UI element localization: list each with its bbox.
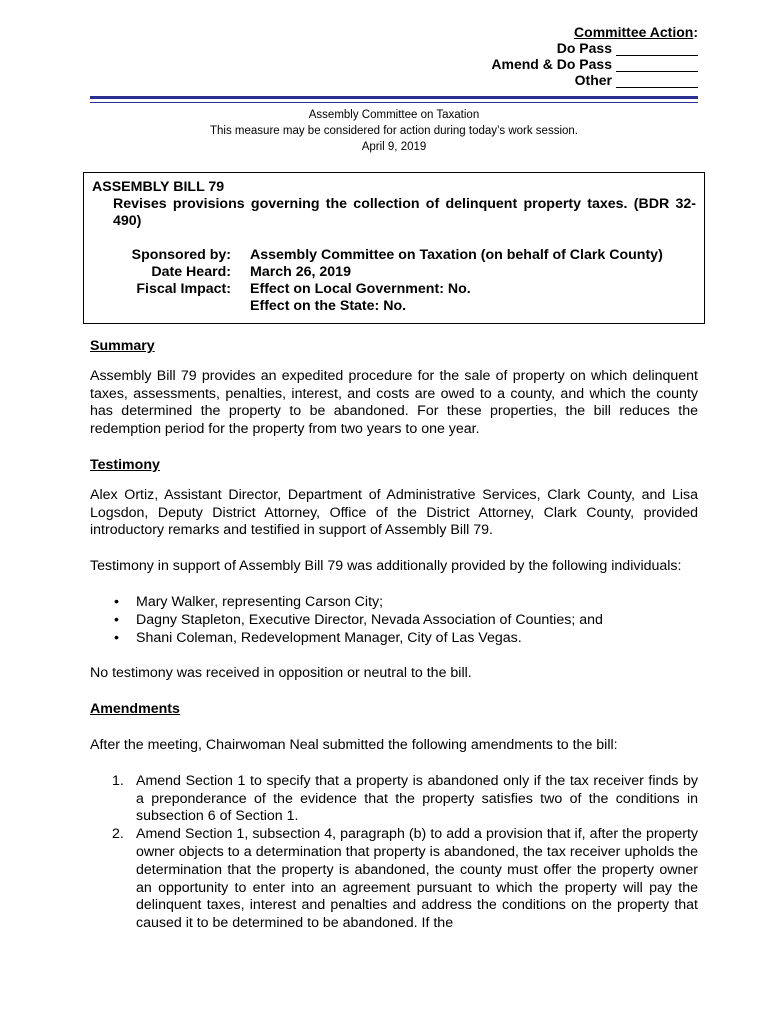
committee-name: Assembly Committee on Taxation [308, 109, 480, 121]
list-item: • Dagny Stapleton, Executive Director, Nevada Association of Counties; and [90, 612, 698, 630]
amendments-heading: Amendments [90, 701, 180, 718]
opposition-text: No testimony was received in opposition or neutral to the bill. [90, 665, 472, 682]
testimony-support-intro: Testimony in support of Assembly Bill 79 was additionally provided by the following individuals: [90, 558, 682, 575]
amendment-number: 1. [112, 772, 124, 789]
summary-text: Assembly Bill 79 provides an expedited procedure for the sale of property on which delinquent taxes, assessments, penalties, interest, and costs are owed to a county, and which the county has determined the property to be abandoned. For these properties, the bill reduces the redemption period for the property from two years to one year. [90, 367, 698, 438]
list-item: • Mary Walker, representing Carson City; [90, 594, 698, 612]
committee-action-block [398, 24, 698, 88]
list-item [90, 826, 698, 933]
amendments-intro: After the meeting, Chairwoman Neal submitted the following amendments to the bill: [90, 736, 618, 753]
fiscal-impact-label: Fiscal Impact: [136, 281, 231, 297]
summary-heading: Summary [90, 338, 155, 354]
bill-description: Revises provisions governing the collection of delinquent property taxes. (BDR 32-490) [113, 196, 696, 229]
date-heard-label: Date Heard: [151, 264, 231, 280]
do-pass-blank [616, 43, 698, 56]
fiscal-state-value: Effect on the State: No. [250, 298, 407, 314]
list-item [90, 773, 698, 826]
header-divider [90, 96, 698, 103]
committee-action-colon: : [693, 24, 698, 40]
bill-details [92, 247, 696, 315]
meeting-date: April 9, 2019 [361, 141, 427, 153]
fiscal-spacer [92, 298, 231, 315]
amendments-list [90, 773, 698, 933]
other-label: Other [574, 72, 612, 88]
supporters-list [90, 594, 698, 647]
list-item: • Shani Coleman, Redevelopment Manager, City of Las Vegas. [90, 630, 698, 648]
other-blank [616, 75, 698, 88]
document-header [90, 107, 698, 155]
bill-info-box [83, 172, 705, 324]
bill-title: ASSEMBLY BILL 79 [92, 179, 225, 195]
amend-do-pass-line [398, 56, 698, 72]
work-session-notice: This measure may be considered for action during today’s work session. [210, 125, 578, 137]
date-heard-value: March 26, 2019 [250, 264, 351, 280]
amendment-text: Amend Section 1, subsection 4, paragraph (b) to add a provision that if, after the property owner objects to a determination that property is abandoned, the tax receiver upholds the determination that the property is abandoned, the county must offer the property owner an opportunity to enter into an agreement pursuant to which the property will pay the delinquent taxes, interest and penalties and address the conditions on the property that caused it to be determined to be abandoned. If the [136, 826, 698, 932]
committee-action-heading-row [398, 24, 698, 40]
sponsored-by-value: Assembly Committee on Taxation (on behalf of Clark County) [250, 247, 663, 263]
amend-do-pass-blank [616, 59, 698, 72]
testimony-heading: Testimony [90, 456, 160, 473]
testimony-intro: Alex Ortiz, Assistant Director, Department of Administrative Services, Clark County, and Lisa Logsdon, Deputy District Attorney, Office of the District Attorney, Clark County, provided introductory remarks and testified in support of Assembly Bill 79. [90, 486, 698, 539]
amendment-text: Amend Section 1 to specify that a property is abandoned only if the tax receiver finds by a preponderance of the evidence that the property satisfies two of the conditions in subsection 6 of Section 1. [136, 772, 698, 825]
document-body [90, 338, 698, 933]
do-pass-label: Do Pass [556, 40, 612, 56]
amendment-number: 2. [112, 826, 124, 843]
do-pass-line [398, 40, 698, 56]
sponsored-by-label: Sponsored by: [131, 247, 231, 263]
fiscal-local-value: Effect on Local Government: No. [250, 281, 471, 297]
other-line [398, 72, 698, 88]
committee-action-heading: Committee Action [574, 24, 694, 40]
amend-do-pass-label: Amend & Do Pass [491, 56, 612, 72]
